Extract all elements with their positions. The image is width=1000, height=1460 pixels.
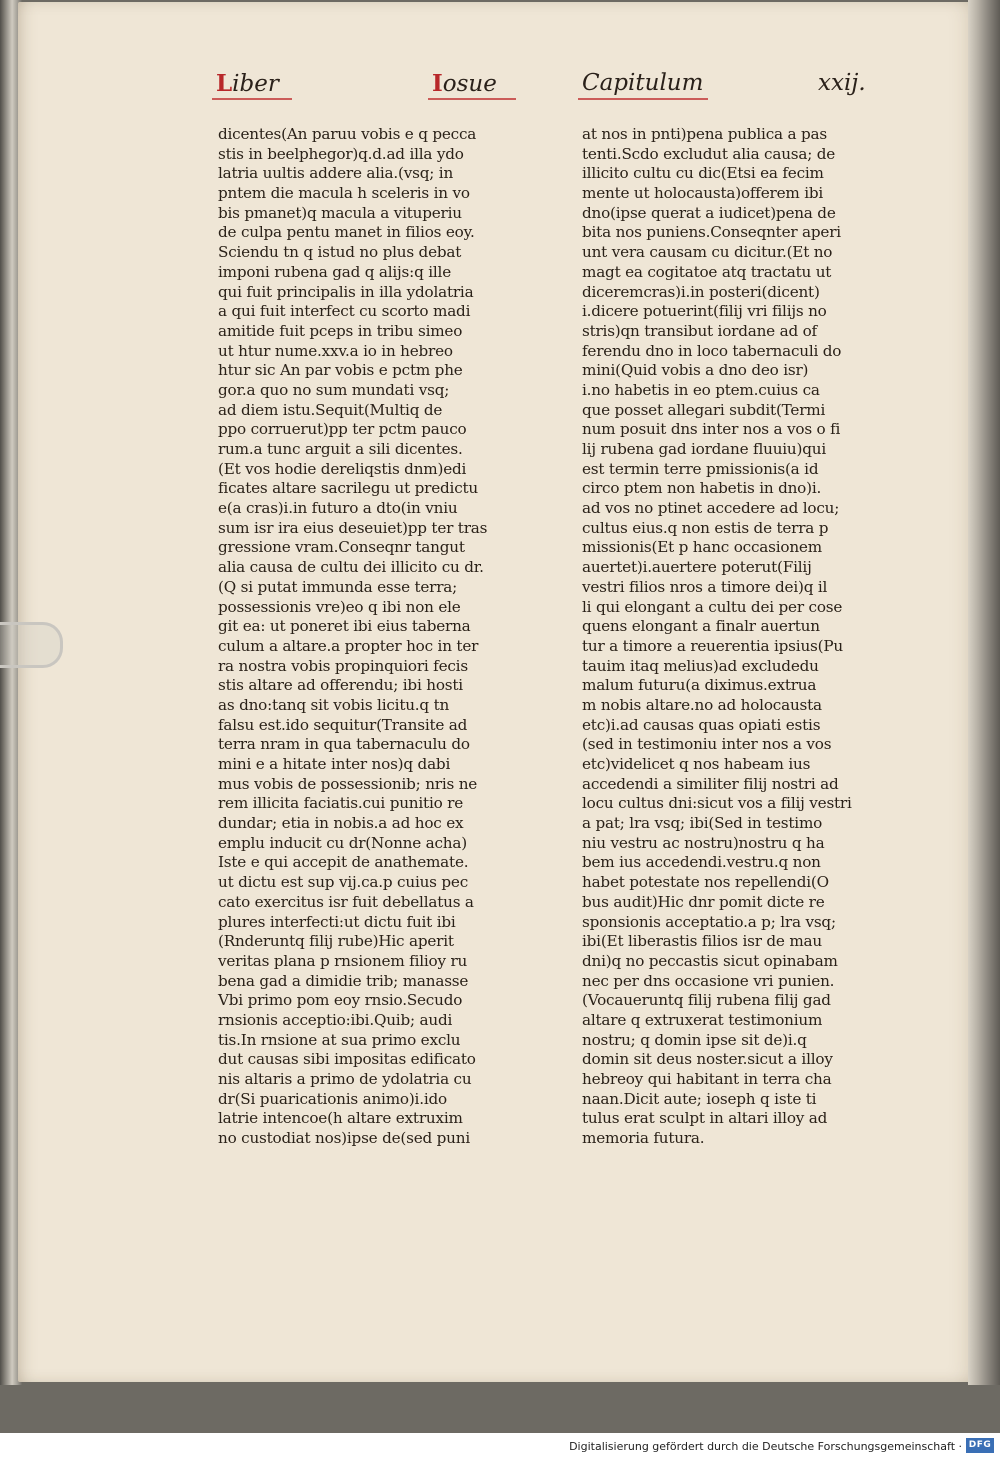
- text-line: tur a timore a reuerentia ipsius(Pu: [582, 636, 843, 655]
- text-line: bus audit)Hic dnr pomit dicte re: [582, 892, 825, 911]
- text-line: auertet)i.auertere poterut(Filij: [582, 558, 812, 577]
- text-line: mus vobis de possessionib; nris ne: [218, 774, 478, 793]
- text-line: de culpa pentu manet in filios eoy.: [218, 223, 475, 242]
- text-line: latrie intencoe(h altare extruxim: [218, 1109, 463, 1128]
- text-line: a qui fuit interfect cu scorto madi: [218, 302, 471, 321]
- text-line: ibi(Et liberastis filios isr de mau: [582, 932, 822, 951]
- text-line: missionis(Et p hanc occasionem: [582, 538, 822, 557]
- text-line: illicito cultu cu dic(Etsi ea fecim: [582, 164, 824, 183]
- book-right-edge: [968, 0, 1000, 1385]
- text-line: ra nostra vobis propinquiori fecis: [218, 656, 468, 675]
- text-line: dr(Si puaricationis animo)i.ido: [218, 1089, 447, 1108]
- text-line: domin sit deus noster.sicut a illoy: [582, 1050, 833, 1069]
- header-josue-initial: I: [432, 70, 443, 97]
- text-line: amitide fuit pceps in tribu simeo: [218, 321, 463, 340]
- text-line: mente ut holocausta)offerem ibi: [582, 184, 824, 203]
- text-line: a pat; lra vsq; ibi(Sed in testimo: [582, 814, 823, 833]
- text-line: sponsionis acceptatio.a p; lra vsq;: [582, 912, 836, 931]
- text-line: magt ea cogitatoe atq tractatu ut: [582, 262, 832, 281]
- text-line: (sed in testimoniu inter nos a vos: [582, 735, 832, 754]
- text-line: bis pmanet)q macula a vituperiu: [218, 203, 462, 222]
- text-line: imponi rubena gad q alijs:q ille: [218, 262, 451, 281]
- text-line: dno(ipse querat a iudicet)pena de: [582, 203, 836, 222]
- text-line: malum futuru(a diximus.extrua: [582, 676, 817, 695]
- text-line: gressione vram.Conseqnr tangut: [218, 538, 465, 557]
- text-line: stis in beelphegor)q.d.ad illa ydo: [218, 144, 464, 163]
- text-line: ad diem istu.Sequit(Multiq de: [218, 400, 443, 419]
- text-line: unt vera causam cu dicitur.(Et no: [582, 243, 833, 262]
- text-line: terra nram in qua tabernaculu do: [218, 735, 470, 754]
- text-line: ppo corruerut)pp ter pctm pauco: [218, 420, 467, 439]
- text-line: emplu inducit cu dr(Nonne acha): [218, 833, 467, 852]
- text-line: mini e a hitate inter nos)q dabi: [218, 755, 451, 773]
- text-line: git ea: ut poneret ibi eius taberna: [218, 617, 471, 636]
- text-line: gor.a quo no sum mundati vsq;: [218, 380, 450, 399]
- footer-bar: [0, 1433, 1000, 1460]
- text-line: i.no habetis in eo ptem.cuius ca: [582, 380, 820, 399]
- text-line: mini(Quid vobis a dno deo isr): [582, 361, 809, 380]
- text-line: nostru; q domin ipse sit de)i.q: [582, 1030, 807, 1049]
- text-line: as dno:tanq sit vobis licitu.q tn: [218, 695, 450, 714]
- text-line: memoria futura.: [582, 1129, 705, 1148]
- header-liber-rest: iber: [232, 71, 279, 97]
- text-column-left: [218, 125, 510, 1149]
- text-line: ut dictu est sup vij.ca.p cuius pec: [218, 873, 469, 892]
- text-line: tis.In rnsione at sua primo exclu: [218, 1030, 461, 1049]
- text-line: possessionis vre)eo q ibi non ele: [218, 597, 461, 616]
- text-line: (Rnderuntq filij rube)Hic aperit: [218, 932, 454, 951]
- header-liber-initial: L: [216, 70, 233, 97]
- text-line: falsu est.ido sequitur(Transite ad: [218, 715, 468, 734]
- text-line: at nos in pnti)pena publica a pas: [582, 125, 827, 143]
- text-line: quens elongant a finalr auertun: [582, 617, 820, 636]
- text-line: altare q extruxerat testimonium: [582, 1010, 823, 1029]
- text-line: sum isr ira eius deseuiet)pp ter tras: [218, 518, 488, 537]
- text-line: vestri filios nros a timore dei)q il: [582, 577, 828, 596]
- text-line: circo ptem non habetis in dno)i.: [582, 479, 822, 498]
- text-line: ut htur nume.xxv.a io in hebreo: [218, 341, 453, 360]
- text-line: no custodiat nos)ipse de(sed puni: [218, 1129, 470, 1148]
- text-line: habet potestate nos repellendi(O: [582, 873, 829, 892]
- text-line: m nobis altare.no ad holocausta: [582, 695, 822, 714]
- text-line: dut causas sibi impositas edificato: [218, 1050, 476, 1069]
- text-line: veritas plana p rnsionem filioy ru: [218, 951, 468, 970]
- header-rule-capitulum: [578, 98, 708, 100]
- text-line: dicentes(An paruu vobis e q pecca: [218, 125, 477, 143]
- text-line: dundar; etia in nobis.a ad hoc ex: [218, 814, 464, 833]
- text-line: que posset allegari subdit(Termi: [582, 400, 826, 419]
- text-line: cato exercitus isr fuit debellatus a: [218, 892, 474, 911]
- header-josue: [432, 70, 497, 97]
- text-line: li qui elongant a cultu dei per cose: [582, 597, 843, 616]
- text-line: tauim itaq melius)ad excludedu: [582, 656, 819, 675]
- text-line: Sciendu tn q istud no plus debat: [218, 243, 462, 262]
- text-line: locu cultus dni:sicut vos a filij vestri: [582, 794, 852, 813]
- text-line: culum a altare.a propter hoc in ter: [218, 636, 479, 655]
- text-line: latria uultis addere alia.(vsq; in: [218, 164, 454, 183]
- text-line: alia causa de cultu dei illicito cu dr.: [218, 558, 484, 577]
- text-line: diceremcras)i.in posteri(dicent): [582, 282, 820, 301]
- text-line: (Vocaueruntq filij rubena filij gad: [582, 991, 831, 1010]
- text-line: bem ius accedendi.vestru.q non: [582, 853, 821, 872]
- text-line: rem illicita faciatis.cui punitio re: [218, 794, 464, 813]
- text-line: nec per dns occasione vri punien.: [582, 971, 835, 990]
- text-line: pntem die macula h sceleris in vo: [218, 184, 470, 203]
- text-line: (Et vos hodie dereliqstis dnm)edi: [218, 459, 467, 478]
- text-line: cultus eius.q non estis de terra p: [582, 518, 829, 537]
- header-rule-liber: [212, 98, 292, 100]
- text-line: lij rubena gad iordane fluuiu)qui: [582, 440, 826, 458]
- text-line: niu vestru ac nostru)nostru q ha: [582, 833, 825, 852]
- text-line: num posuit dns inter nos a vos o fi: [582, 420, 841, 439]
- text-line: stis altare ad offerendu; ibi hosti: [218, 676, 463, 695]
- header-chapter-number: xxij.: [818, 70, 866, 96]
- text-line: plures interfecti:ut dictu fuit ibi: [218, 912, 456, 931]
- text-line: e(a cras)i.in futuro a dto(in vniu: [218, 499, 458, 518]
- footer-credit: Digitalisierung gefördert durch die Deutsche Forschungsgemeinschaft ·: [569, 1440, 962, 1453]
- text-column-right: [582, 125, 872, 1149]
- text-line: tulus erat sculpt in altari illoy ad: [582, 1109, 828, 1128]
- text-line: Iste e qui accepit de anathemate.: [218, 853, 469, 872]
- text-line: dni)q no peccastis sicut opinabam: [582, 951, 838, 970]
- header-liber: [216, 70, 279, 97]
- text-line: naan.Dicit aute; ioseph q iste ti: [582, 1089, 817, 1108]
- text-line: htur sic An par vobis e pctm phe: [218, 361, 463, 380]
- text-line: tenti.Scdo excludut alia causa; de: [582, 144, 836, 163]
- text-line: qui fuit principalis in illa ydolatria: [218, 282, 474, 301]
- text-line: nis altaris a primo de ydolatria cu: [218, 1070, 472, 1088]
- text-line: bita nos puniens.Conseqnter aperi: [582, 223, 841, 242]
- text-line: est termin terre pmissionis(a id: [582, 459, 819, 478]
- text-line: rum.a tunc arguit a sili dicentes.: [218, 440, 463, 458]
- header-josue-rest: osue: [442, 71, 497, 97]
- text-line: etc)i.ad causas quas opiati estis: [582, 715, 821, 734]
- page-clip: [0, 622, 63, 668]
- text-line: ad vos no ptinet accedere ad locu;: [582, 499, 840, 518]
- text-line: hebreoy qui habitant in terra cha: [582, 1070, 832, 1088]
- text-line: rnsionis acceptio:ibi.Quib; audi: [218, 1010, 453, 1029]
- header-capitulum: Capitulum: [582, 70, 704, 96]
- dfg-logo: DFG: [966, 1438, 994, 1453]
- text-line: ferendu dno in loco tabernaculi do: [582, 341, 842, 360]
- running-header: [0, 70, 1000, 104]
- text-line: etc)videlicet q nos habeam ius: [582, 755, 811, 773]
- text-line: (Q si putat immunda esse terra;: [218, 577, 458, 596]
- text-line: accedendi a similiter filij nostri ad: [582, 774, 839, 793]
- text-line: ficates altare sacrilegu ut predictu: [218, 479, 478, 498]
- text-line: bena gad a dimidie trib; manasse: [218, 971, 469, 990]
- header-rule-josue: [428, 98, 516, 100]
- text-line: Vbi primo pom eoy rnsio.Secudo: [218, 991, 463, 1010]
- text-line: stris)qn transibut iordane ad of: [582, 321, 817, 340]
- text-line: i.dicere potuerint(filij vri filijs no: [582, 302, 827, 321]
